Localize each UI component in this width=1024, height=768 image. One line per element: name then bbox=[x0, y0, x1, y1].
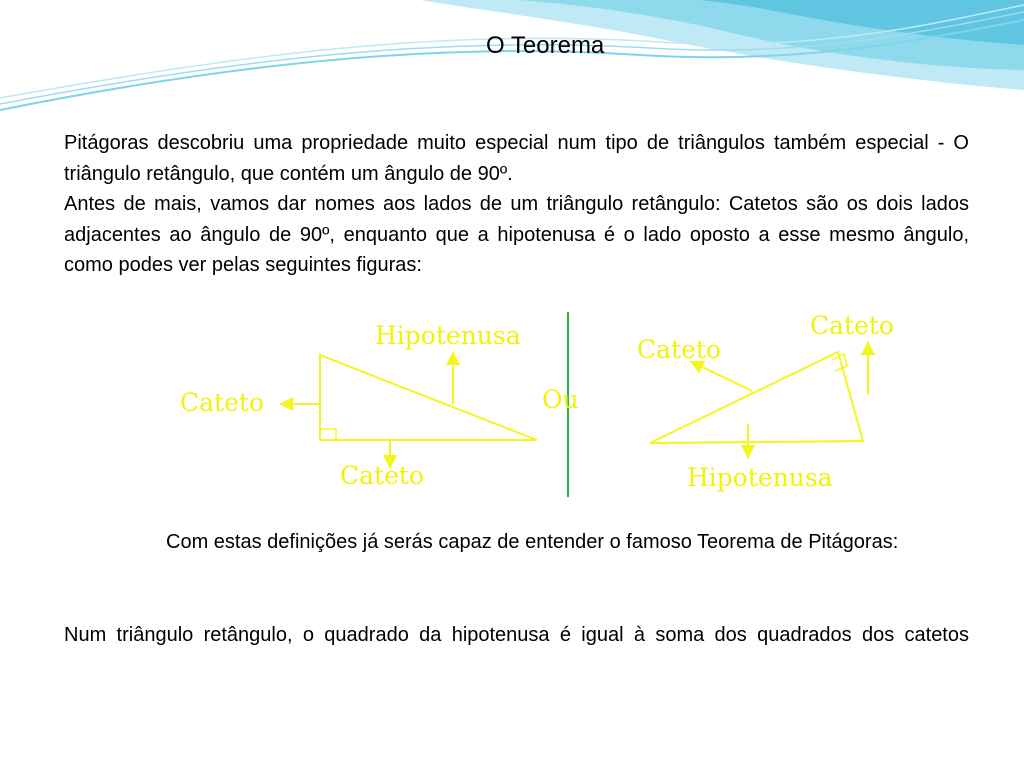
left-leg-label: Cateto bbox=[180, 388, 264, 417]
left-hypotenuse-label: Hipotenusa bbox=[375, 321, 521, 350]
intro-text bbox=[64, 128, 969, 281]
bottom-leg-label: Cateto bbox=[340, 461, 424, 490]
right-hypotenuse-label: Hipotenusa bbox=[687, 463, 833, 492]
slide-title: O Teorema bbox=[486, 32, 605, 59]
right-left-leg-label: Cateto bbox=[637, 335, 721, 364]
theorem-text bbox=[64, 620, 969, 651]
header-wave-decoration bbox=[0, 0, 1024, 130]
com-estas-paragraph-text: Com estas definições já serás capaz de entender o famoso Teorema de Pitágoras: bbox=[166, 531, 899, 553]
theorem-paragraph: Num triângulo retângulo, o quadrado da hipotenusa é igual à soma dos quadrados dos catetos bbox=[64, 624, 969, 646]
triangle-figure bbox=[160, 300, 920, 505]
intro-paragraph-2: Antes de mais, vamos dar nomes aos lados de um triângulo retângulo: Catetos são os dois lados adjacentes ao ângulo de 90º, enquanto que a hipotenusa é o lado oposto a esse mesmo ângulo, como podes ver pelas seguintes figuras: bbox=[64, 193, 969, 276]
right-upper-leg-label: Cateto bbox=[810, 311, 894, 340]
left-triangle bbox=[286, 355, 537, 462]
com-estas-paragraph bbox=[64, 527, 969, 558]
com-estas-text bbox=[64, 527, 969, 558]
intro-paragraph-1: Pitágoras descobriu uma propriedade muito especial num tipo de triângulos também especial - O triângulo retângulo, que contém um ângulo de 90º. bbox=[64, 132, 969, 185]
or-label: Ou bbox=[542, 385, 579, 414]
